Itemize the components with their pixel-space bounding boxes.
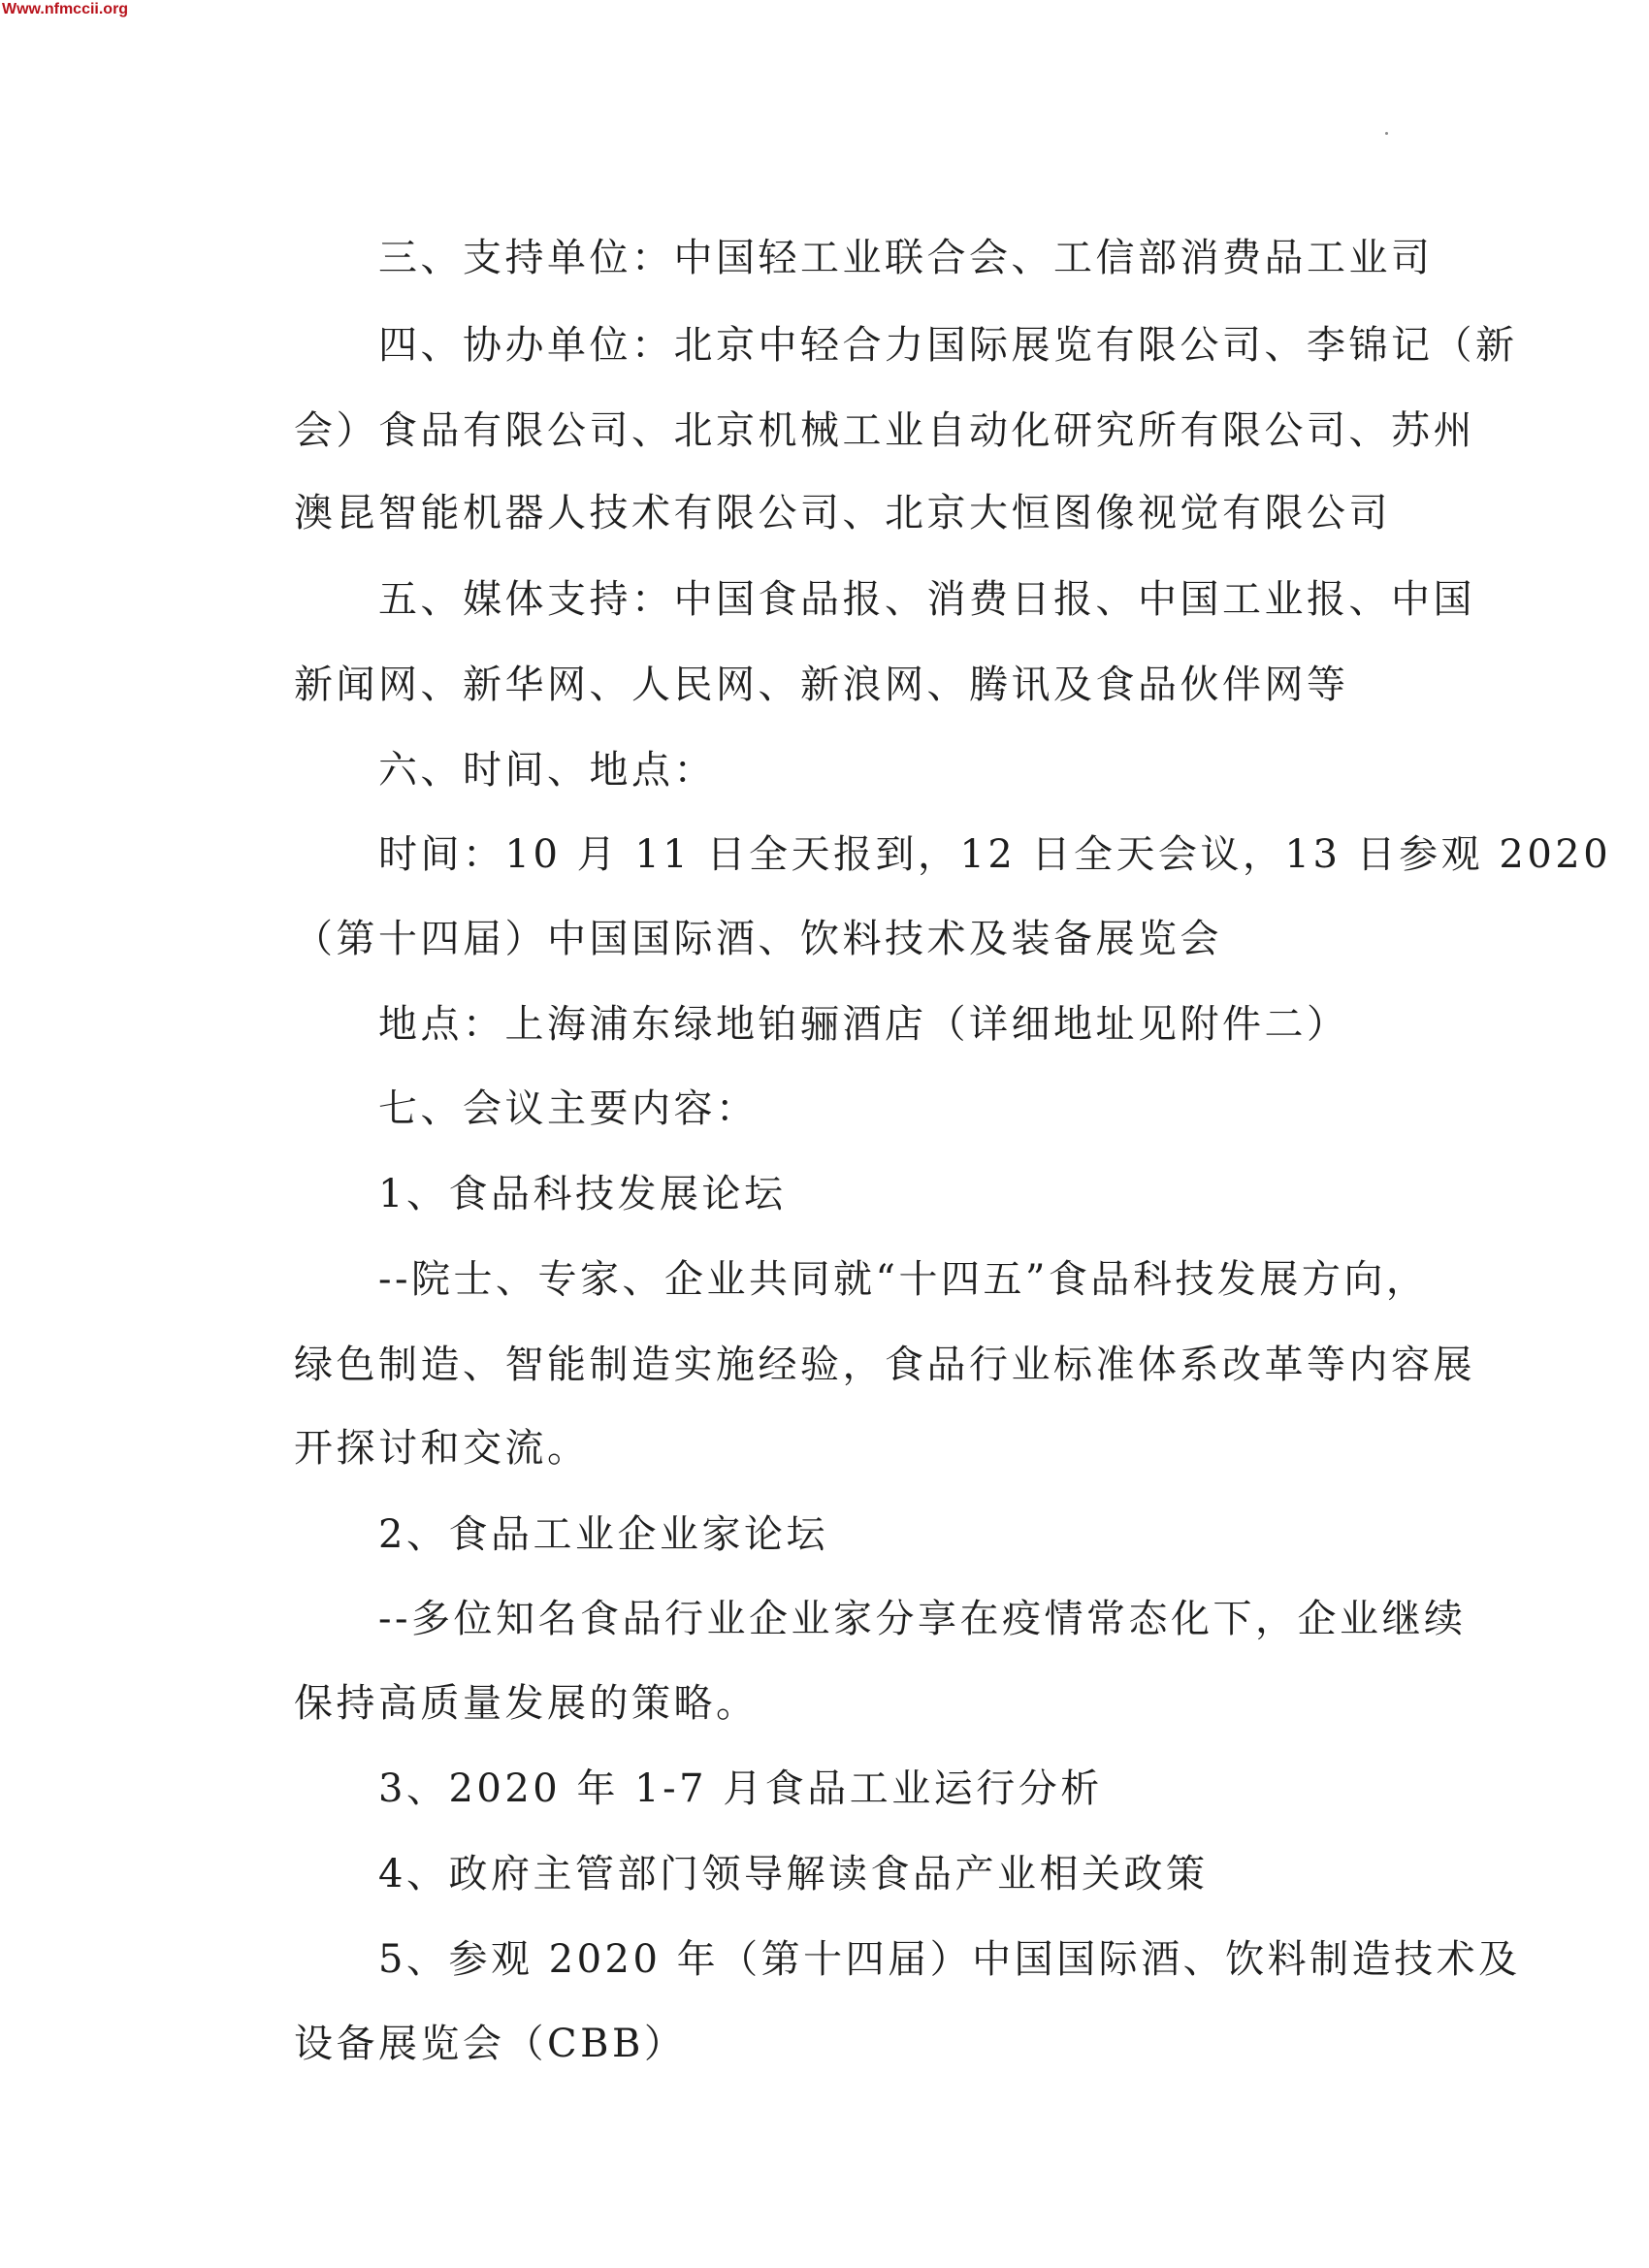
text-line-media-support-2: 新闻网、新华网、人民网、新浪网、腾讯及食品伙伴网等 [294, 663, 1349, 707]
text-line-item-4: 4、政府主管部门领导解读食品产业相关政策 [378, 1852, 1209, 1896]
text-line-time-2: （第十四届）中国国际酒、饮料技术及装备展览会 [294, 917, 1222, 961]
text-line-item-2: 2、食品工业企业家论坛 [378, 1512, 828, 1557]
text-line-main-content: 七、会议主要内容： [378, 1086, 759, 1131]
text-line-item-2-desc-2: 保持高质量发展的策略。 [294, 1681, 759, 1726]
text-line-co-organizers-3: 澳昆智能机器人技术有限公司、北京大恒图像视觉有限公司 [294, 491, 1391, 535]
text-line-co-organizers: 四、协办单位：北京中轻合力国际展览有限公司、李锦记（新 [378, 323, 1518, 368]
text-line-time: 时间：10 月 11 日全天报到，12 日全天会议，13 日参观 2020 [378, 832, 1612, 877]
text-line-item-1-desc: --院士、专家、企业共同就“十四五”食品科技发展方向， [378, 1257, 1429, 1302]
text-line-item-3: 3、2020 年 1-7 月食品工业运行分析 [378, 1766, 1103, 1811]
watermark: Www.nfmccii.org [2, 1, 129, 17]
text-line-item-2-desc: --多位知名食品行业企业家分享在疫情常态化下，企业继续 [378, 1597, 1467, 1641]
text-line-item-5-2: 设备展览会（CBB） [294, 2022, 687, 2066]
text-line-place: 地点：上海浦东绿地铂骊酒店（详细地址见附件二） [378, 1002, 1349, 1047]
text-line-media-support: 五、媒体支持：中国食品报、消费日报、中国工业报、中国 [378, 577, 1475, 622]
text-line-co-organizers-2: 会）食品有限公司、北京机械工业自动化研究所有限公司、苏州 [294, 408, 1475, 453]
text-line-item-1-desc-2: 绿色制造、智能制造实施经验，食品行业标准体系改革等内容展 [294, 1343, 1475, 1387]
text-line-time-place: 六、时间、地点： [378, 748, 716, 793]
text-line-item-1: 1、食品科技发展论坛 [378, 1172, 787, 1216]
scan-speck [1385, 132, 1388, 135]
text-line-support-units: 三、支持单位：中国轻工业联合会、工信部消费品工业司 [378, 236, 1434, 280]
text-line-item-5: 5、参观 2020 年（第十四届）中国国际酒、饮料制造技术及 [378, 1937, 1521, 1982]
text-line-item-1-desc-3: 开探讨和交流。 [294, 1426, 590, 1471]
